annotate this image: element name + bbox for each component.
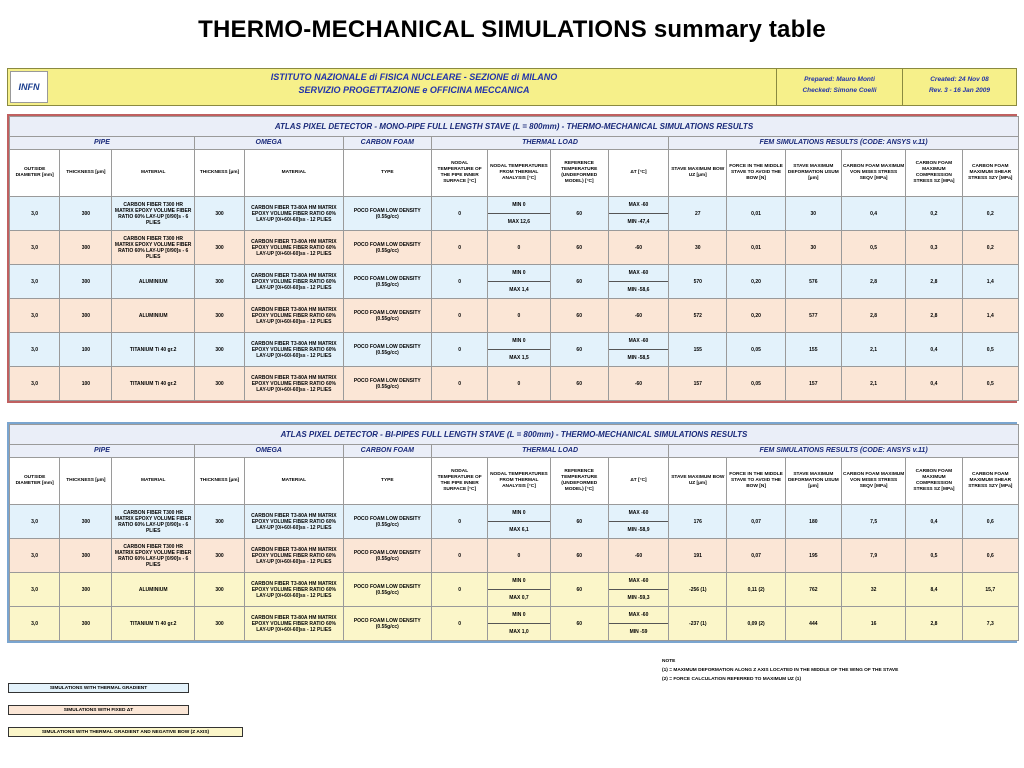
cell-th: 100 [60,333,112,367]
cell-dt [608,333,668,367]
cell-dt-value: MIN -58,9 [609,521,668,538]
col-header-type: TYPE [343,458,431,505]
cell-dt-value: MAX -60 [628,612,649,618]
checked-by: Checked: Simone Coelli [802,87,877,94]
col-header-force: FORCE IN THE MIDDLE STAVE TO AVOID THE BOW [N] [727,150,785,197]
cell-ntt [488,505,550,539]
cell-comp: 2,8 [906,607,962,641]
notes [662,657,898,684]
bi-pipes-section [7,422,1017,643]
cell-comp: 0,2 [906,197,962,231]
cell-omat: CARBON FIBER T3-80A HM MATRIX EPOXY VOLUME FIBER RATIO 60% LAY-UP [0/+60/-60]ss - 12 PLIES [245,367,343,401]
cell-vm: 16 [841,607,905,641]
summary-sheet [7,68,1017,650]
cell-oth: 300 [194,333,244,367]
cell-type: POCO FOAM LOW DENSITY (0.55g/cc) [343,197,431,231]
cell-od: 3,0 [10,367,60,401]
col-header-type: TYPE [343,150,431,197]
cell-ref: 60 [550,367,608,401]
created-block [902,69,1016,105]
revision: Rev. 3 - 16 Jan 2009 [928,87,991,94]
cell-oth: 300 [194,265,244,299]
note-2: (2) = FORCE CALCULATION REFERRED TO MAXIMUM UZ (1) [662,677,802,682]
cell-type: POCO FOAM LOW DENSITY (0.55g/cc) [343,333,431,367]
col-header-thickness: THICKNESS [µm] [60,458,112,505]
cell-ref: 60 [550,333,608,367]
cell-oth: 300 [194,573,244,607]
cell-ntt-value: MAX 0,7 [488,589,549,606]
cell-nt: 0 [432,367,488,401]
cell-dt [608,573,668,607]
cell-omat: CARBON FIBER T3-80A HM MATRIX EPOXY VOLUME FIBER RATIO 60% LAY-UP [0/+60/-60]ss - 12 PLIES [245,299,343,333]
note-1: (1) = MAXIMUM DEFORMATION ALONG Z AXIS LOCATED IN THE MIDDLE OF THE WING OF THE STAVE [662,668,899,673]
cell-force: 0,01 [727,197,785,231]
institute-line1: ISTITUTO NAZIONALE di FISICA NUCLEARE - SEZIONE di MILANO [270,72,558,82]
section-title-row [10,425,1019,445]
cell-bow: 157 [669,367,727,401]
group-header-row [10,137,1019,150]
table-row [10,573,1019,607]
bi-pipes-table [9,424,1019,641]
cell-ntt-value: MIN 0 [512,612,526,618]
col-header-max-def: STAVE MAXIMUM DEFORMATION USUM [µm] [785,458,841,505]
cell-force: 0,11 (2) [727,573,785,607]
cell-vm: 7,5 [841,505,905,539]
cell-dt-value: MAX -60 [628,270,649,276]
cell-ntt-value: MAX 1,5 [488,349,549,366]
cell-force: 0,20 [727,299,785,333]
table-row [10,367,1019,401]
cell-omat: CARBON FIBER T3-80A HM MATRIX EPOXY VOLUME FIBER RATIO 60% LAY-UP [0/+60/-60]ss - 12 PLIES [245,539,343,573]
cell-dt-value: MIN -59 [609,623,668,640]
cell-dt-value: MIN -58,5 [609,349,668,366]
cell-dt-value: MAX -60 [628,510,649,516]
cell-omat: CARBON FIBER T3-80A HM MATRIX EPOXY VOLUME FIBER RATIO 60% LAY-UP [0/+60/-60]ss - 12 PLIES [245,265,343,299]
cell-nt: 0 [432,539,488,573]
cell-ntt-value: MIN 0 [512,270,526,276]
table-row [10,197,1019,231]
cell-dt-value: MIN -58,6 [609,281,668,298]
cell-type: POCO FOAM LOW DENSITY (0.55g/cc) [343,505,431,539]
cell-dt-value: -60 [634,380,643,387]
cell-comp: 0,4 [906,367,962,401]
institute-line2: SERVIZIO PROGETTAZIONE e OFFICINA MECCANICA [298,85,530,95]
cell-dt-value: MIN -47,4 [609,213,668,230]
cell-omat: CARBON FIBER T3-80A HM MATRIX EPOXY VOLUME FIBER RATIO 60% LAY-UP [0/+60/-60]ss - 12 PLIES [245,607,343,641]
cell-dt-value: MAX -60 [628,338,649,344]
cell-ref: 60 [550,505,608,539]
cell-dt [608,539,668,573]
institute-block [54,71,774,103]
cell-th: 300 [60,299,112,333]
cell-force: 0,20 [727,265,785,299]
cell-vm: 7,9 [841,539,905,573]
col-header-omega-material: MATERIAL [245,458,343,505]
cell-ntt-value: MIN 0 [512,578,526,584]
cell-shear: 0,5 [962,367,1018,401]
page-title: THERMO-MECHANICAL SIMULATIONS summary table [198,16,826,43]
cell-mat: CARBON FIBER T300 HR MATRIX EPOXY VOLUME FIBER RATIO 60% LAY-UP [0/90]s - 6 PLIES [112,197,194,231]
cell-oth: 300 [194,197,244,231]
col-header-von-mises: CARBON FOAM MAXIMUM VON MISES STRESS SEQV [MPa] [841,458,905,505]
cell-mat: TITANIUM Ti 40 gr.2 [112,333,194,367]
cell-mat: CARBON FIBER T300 HR MATRIX EPOXY VOLUME FIBER RATIO 60% LAY-UP [0/90]s - 6 PLIES [112,231,194,265]
cell-ntt [488,231,550,265]
cell-oth: 300 [194,367,244,401]
col-header-omega-thickness: THICKNESS [µm] [194,150,244,197]
cell-nt: 0 [432,333,488,367]
cell-mat: ALUMINIUM [112,299,194,333]
group-pipe: PIPE [10,445,195,458]
cell-ntt [488,197,550,231]
col-header-delta-t: ΔT [°C] [608,458,668,505]
cell-ntt-value: 0 [517,312,521,319]
group-fem: FEM SIMULATIONS RESULTS (CODE: ANSYS v.11) [669,445,1019,458]
cell-omat: CARBON FIBER T3-80A HM MATRIX EPOXY VOLUME FIBER RATIO 60% LAY-UP [0/+60/-60]ss - 12 PLIES [245,197,343,231]
cell-th: 300 [60,197,112,231]
cell-omat: CARBON FIBER T3-80A HM MATRIX EPOXY VOLUME FIBER RATIO 60% LAY-UP [0/+60/-60]ss - 12 PLIES [245,573,343,607]
cell-th: 300 [60,607,112,641]
cell-nt: 0 [432,299,488,333]
col-header-nodal-temp: NODAL TEMPERATURE OF THE PIPE INNER SURFACE [°C] [432,150,488,197]
cell-def: 195 [785,539,841,573]
col-header-stave-bow: STAVE MAXIMUM BOW UZ [µm] [669,458,727,505]
col-header-nodal-temp-thermal: NODAL TEMPERATURES FROM THERMAL ANALYSIS [°C] [488,458,550,505]
col-header-shear: CARBON FOAM MAXIMUM SHEAR STRESS SZY [MPa] [962,150,1018,197]
col-header-ref-temp: REFERENCE TEMPERATURE (UNDEFORMED MODEL) [°C] [550,150,608,197]
legend-negative-bow: SIMULATIONS WITH THERMAL GRADIENT AND NEGATIVE BOW (Z AXIS) [8,727,243,737]
group-foam: CARBON FOAM [343,445,431,458]
cell-nt: 0 [432,573,488,607]
cell-th: 100 [60,367,112,401]
prepared-block [776,69,902,105]
cell-dt-value: -60 [634,312,643,319]
group-foam: CARBON FOAM [343,137,431,150]
cell-vm: 2,8 [841,265,905,299]
mono-pipe-table [9,116,1019,401]
cell-mat: CARBON FIBER T300 HR MATRIX EPOXY VOLUME FIBER RATIO 60% LAY-UP [0/90]s - 6 PLIES [112,539,194,573]
cell-shear: 0,5 [962,333,1018,367]
cell-shear: 7,3 [962,607,1018,641]
group-fem: FEM SIMULATIONS RESULTS (CODE: ANSYS v.11) [669,137,1019,150]
cell-ref: 60 [550,197,608,231]
col-header-material: MATERIAL [112,150,194,197]
cell-force: 0,05 [727,333,785,367]
cell-od: 3,0 [10,231,60,265]
col-header-ref-temp: REFERENCE TEMPERATURE (UNDEFORMED MODEL) [°C] [550,458,608,505]
cell-def: 157 [785,367,841,401]
cell-dt [608,299,668,333]
column-header-row [10,458,1019,505]
cell-ref: 60 [550,573,608,607]
sheet-header [7,68,1017,106]
cell-def: 762 [785,573,841,607]
cell-nt: 0 [432,607,488,641]
cell-od: 3,0 [10,505,60,539]
legend-thermal-gradient: SIMULATIONS WITH THERMAL GRADIENT [8,683,189,693]
cell-vm: 2,1 [841,367,905,401]
cell-ntt-value: MIN 0 [512,202,526,208]
cell-def: 180 [785,505,841,539]
cell-dt-value: MAX -60 [628,202,649,208]
col-header-outside-diameter: OUTSIDE DIAMETER [mm] [10,150,60,197]
group-pipe: PIPE [10,137,195,150]
col-header-compression: CARBON FOAM MAXIMUM COMPRESSION STRESS SZ [MPa] [906,150,962,197]
column-header-row [10,150,1019,197]
cell-od: 3,0 [10,573,60,607]
cell-bow: 27 [669,197,727,231]
cell-comp: 0,5 [906,539,962,573]
cell-force: 0,01 [727,231,785,265]
cell-ntt-value: 0 [517,380,521,387]
infn-logo: INFN [10,71,48,103]
cell-comp: 0,3 [906,231,962,265]
cell-th: 300 [60,505,112,539]
cell-ref: 60 [550,607,608,641]
cell-def: 30 [785,231,841,265]
cell-od: 3,0 [10,197,60,231]
col-header-thickness: THICKNESS [µm] [60,150,112,197]
cell-bow: 572 [669,299,727,333]
cell-dt [608,505,668,539]
cell-type: POCO FOAM LOW DENSITY (0.55g/cc) [343,607,431,641]
cell-ntt-value: MIN 0 [512,338,526,344]
cell-ref: 60 [550,265,608,299]
cell-def: 444 [785,607,841,641]
cell-bow: 191 [669,539,727,573]
cell-shear: 0,2 [962,197,1018,231]
cell-force: 0,05 [727,367,785,401]
cell-bow: -256 (1) [669,573,727,607]
cell-vm: 0,5 [841,231,905,265]
cell-comp: 2,8 [906,265,962,299]
cell-th: 300 [60,231,112,265]
cell-comp: 0,4 [906,505,962,539]
cell-bow: 176 [669,505,727,539]
cell-od: 3,0 [10,299,60,333]
cell-nt: 0 [432,505,488,539]
cell-mat: CARBON FIBER T300 HR MATRIX EPOXY VOLUME FIBER RATIO 60% LAY-UP [0/90]s - 6 PLIES [112,505,194,539]
cell-bow: 155 [669,333,727,367]
cell-ref: 60 [550,299,608,333]
cell-dt [608,367,668,401]
cell-force: 0,07 [727,505,785,539]
table-row [10,333,1019,367]
cell-oth: 300 [194,539,244,573]
col-header-outside-diameter: OUTSIDE DIAMETER [mm] [10,458,60,505]
cell-dt-value: MAX -60 [628,578,649,584]
table-row [10,299,1019,333]
group-thermal: THERMAL LOAD [432,445,669,458]
table-row [10,539,1019,573]
cell-omat: CARBON FIBER T3-80A HM MATRIX EPOXY VOLUME FIBER RATIO 60% LAY-UP [0/+60/-60]ss - 12 PLIES [245,505,343,539]
cell-nt: 0 [432,265,488,299]
cell-od: 3,0 [10,539,60,573]
cell-dt-value: -60 [634,244,643,251]
section-title: ATLAS PIXEL DETECTOR - MONO-PIPE FULL LENGTH STAVE (L = 800mm) - THERMO-MECHANICAL SIMULATIONS RESULTS [10,117,1019,137]
cell-dt [608,231,668,265]
cell-bow: -237 (1) [669,607,727,641]
cell-ntt-value: MAX 1,0 [488,623,549,640]
cell-oth: 300 [194,231,244,265]
cell-ntt [488,299,550,333]
cell-shear: 15,7 [962,573,1018,607]
section-title-row [10,117,1019,137]
group-omega: OMEGA [194,137,343,150]
cell-nt: 0 [432,231,488,265]
cell-shear: 0,6 [962,505,1018,539]
col-header-nodal-temp-thermal: NODAL TEMPERATURES FROM THERMAL ANALYSIS [°C] [488,150,550,197]
notes-head: NOTE [662,659,676,664]
cell-th: 300 [60,539,112,573]
cell-type: POCO FOAM LOW DENSITY (0.55g/cc) [343,299,431,333]
cell-bow: 570 [669,265,727,299]
cell-type: POCO FOAM LOW DENSITY (0.55g/cc) [343,539,431,573]
cell-mat: TITANIUM Ti 40 gr.2 [112,367,194,401]
cell-od: 3,0 [10,607,60,641]
col-header-stave-bow: STAVE MAXIMUM BOW UZ [µm] [669,150,727,197]
cell-mat: ALUMINIUM [112,265,194,299]
col-header-shear: CARBON FOAM MAXIMUM SHEAR STRESS SZY [MPa] [962,458,1018,505]
cell-ref: 60 [550,539,608,573]
col-header-omega-material: MATERIAL [245,150,343,197]
section-title: ATLAS PIXEL DETECTOR - BI-PIPES FULL LENGTH STAVE (L = 800mm) - THERMO-MECHANICAL SIMULATIONS RESULTS [10,425,1019,445]
cell-ntt-value: 0 [517,552,521,559]
legend-fixed-dt: SIMULATIONS WITH FIXED ΔT [8,705,189,715]
cell-comp: 8,4 [906,573,962,607]
cell-od: 3,0 [10,265,60,299]
group-header-row [10,445,1019,458]
cell-force: 0,07 [727,539,785,573]
cell-dt [608,607,668,641]
table-row [10,265,1019,299]
cell-type: POCO FOAM LOW DENSITY (0.55g/cc) [343,231,431,265]
col-header-nodal-temp: NODAL TEMPERATURE OF THE PIPE INNER SURFACE [°C] [432,458,488,505]
cell-oth: 300 [194,505,244,539]
cell-ntt [488,607,550,641]
col-header-compression: CARBON FOAM MAXIMUM COMPRESSION STRESS SZ [MPa] [906,458,962,505]
cell-ntt [488,333,550,367]
cell-ntt-value: MIN 0 [512,510,526,516]
cell-ntt-value: MAX 1,4 [488,281,549,298]
cell-ntt-value: 0 [517,244,521,251]
col-header-material: MATERIAL [112,458,194,505]
cell-type: POCO FOAM LOW DENSITY (0.55g/cc) [343,573,431,607]
cell-th: 300 [60,573,112,607]
group-omega: OMEGA [194,445,343,458]
cell-ntt-value: MAX 6,1 [488,521,549,538]
cell-comp: 2,8 [906,299,962,333]
cell-mat: TITANIUM Ti 40 gr.2 [112,607,194,641]
table-row [10,231,1019,265]
cell-shear: 1,4 [962,265,1018,299]
cell-mat: ALUMINIUM [112,573,194,607]
cell-omat: CARBON FIBER T3-80A HM MATRIX EPOXY VOLUME FIBER RATIO 60% LAY-UP [0/+60/-60]ss - 12 PLIES [245,333,343,367]
cell-oth: 300 [194,607,244,641]
cell-def: 30 [785,197,841,231]
col-header-omega-thickness: THICKNESS [µm] [194,458,244,505]
table-row [10,505,1019,539]
cell-nt: 0 [432,197,488,231]
cell-od: 3,0 [10,333,60,367]
cell-omat: CARBON FIBER T3-80A HM MATRIX EPOXY VOLUME FIBER RATIO 60% LAY-UP [0/+60/-60]ss - 12 PLIES [245,231,343,265]
cell-dt [608,197,668,231]
cell-shear: 0,2 [962,231,1018,265]
cell-ntt [488,265,550,299]
cell-vm: 2,1 [841,333,905,367]
cell-vm: 2,8 [841,299,905,333]
group-thermal: THERMAL LOAD [432,137,669,150]
cell-dt [608,265,668,299]
cell-vm: 32 [841,573,905,607]
col-header-von-mises: CARBON FOAM MAXIMUM VON MISES STRESS SEQV [MPa] [841,150,905,197]
cell-dt-value: -60 [634,552,643,559]
cell-force: 0,09 (2) [727,607,785,641]
col-header-force: FORCE IN THE MIDDLE STAVE TO AVOID THE BOW [N] [727,458,785,505]
cell-oth: 300 [194,299,244,333]
cell-def: 577 [785,299,841,333]
cell-shear: 0,6 [962,539,1018,573]
cell-th: 300 [60,265,112,299]
cell-shear: 1,4 [962,299,1018,333]
cell-def: 576 [785,265,841,299]
cell-ntt [488,367,550,401]
prepared-by: Prepared: Mauro Monti [804,76,875,83]
cell-type: POCO FOAM LOW DENSITY (0.55g/cc) [343,265,431,299]
col-header-max-def: STAVE MAXIMUM DEFORMATION USUM [µm] [785,150,841,197]
created-date: Created: 24 Nov 08 [930,76,989,83]
table-row [10,607,1019,641]
cell-def: 155 [785,333,841,367]
cell-ntt [488,573,550,607]
mono-pipe-section [7,114,1017,403]
cell-vm: 0,4 [841,197,905,231]
cell-ref: 60 [550,231,608,265]
cell-ntt-value: MAX 12,6 [488,213,549,230]
col-header-delta-t: ΔT [°C] [608,150,668,197]
cell-bow: 30 [669,231,727,265]
cell-comp: 0,4 [906,333,962,367]
cell-ntt [488,539,550,573]
cell-type: POCO FOAM LOW DENSITY (0.55g/cc) [343,367,431,401]
cell-dt-value: MIN -59,3 [609,589,668,606]
